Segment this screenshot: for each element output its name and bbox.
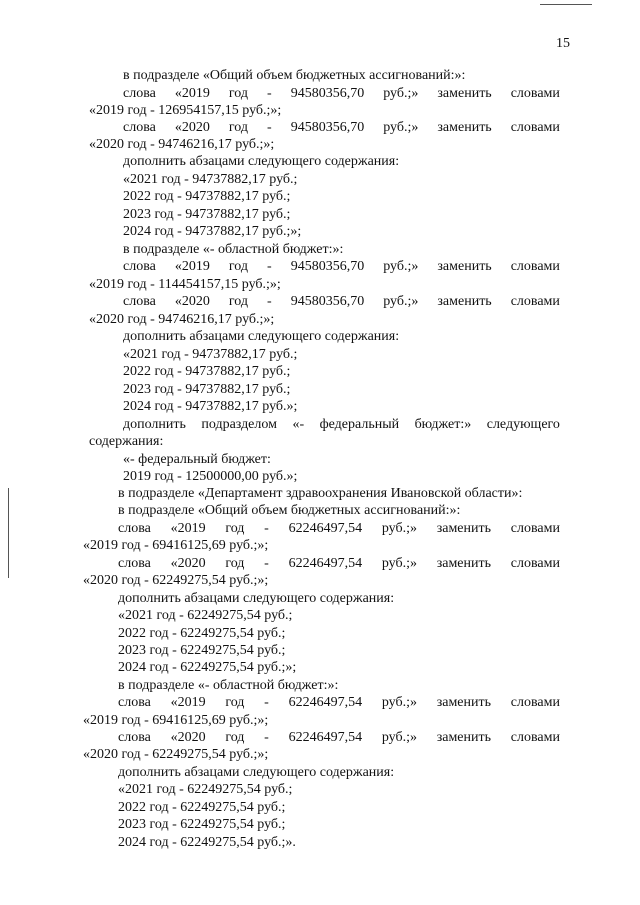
- line-word: -: [264, 730, 269, 745]
- line-word: руб.;»: [383, 86, 419, 101]
- line-word: следующего: [486, 417, 560, 432]
- text-line: в подразделе «- областной бюджет:»:: [118, 678, 339, 693]
- text-line: «2021 год - 62249275,54 руб.;: [118, 782, 293, 797]
- line-word: руб.;»: [383, 259, 419, 274]
- text-line: содержания:: [89, 434, 164, 449]
- line-word: год: [225, 695, 245, 710]
- text-line: [118, 555, 560, 572]
- line-word: руб.;»: [383, 120, 419, 135]
- line-word: -: [264, 695, 269, 710]
- line-word: словами: [510, 259, 560, 274]
- text-line: [123, 85, 560, 102]
- line-word: слова: [118, 695, 151, 710]
- line-word: год: [225, 521, 245, 536]
- line-word: -: [267, 294, 272, 309]
- line-word: руб.;»: [381, 556, 417, 571]
- text-line: 2023 год - 62249275,54 руб.;: [118, 643, 286, 658]
- text-line: 2023 год - 94737882,17 руб.;: [123, 382, 291, 397]
- text-line: «2019 год - 114454157,15 руб.;»;: [89, 277, 281, 292]
- text-line: «2019 год - 126954157,15 руб.;»;: [89, 103, 282, 118]
- line-word: -: [267, 86, 272, 101]
- text-line: 2022 год - 94737882,17 руб.;: [123, 189, 291, 204]
- line-word: «2020: [170, 730, 206, 745]
- line-word: -: [267, 259, 272, 274]
- line-word: слова: [118, 730, 151, 745]
- text-line: 2023 год - 94737882,17 руб.;: [123, 207, 291, 222]
- text-line: «2021 год - 62249275,54 руб.;: [118, 608, 293, 623]
- text-line: «2020 год - 94746216,17 руб.;»;: [89, 137, 275, 152]
- text-line: [118, 694, 560, 711]
- text-line: «2020 год - 62249275,54 руб.;»;: [83, 747, 269, 762]
- line-word: словами: [510, 294, 560, 309]
- line-word: 62246497,54: [288, 695, 363, 710]
- text-line: 2022 год - 62249275,54 руб.;: [118, 626, 286, 641]
- text-line: 2024 год - 62249275,54 руб.;».: [118, 835, 296, 850]
- text-line: 2024 год - 62249275,54 руб.;»;: [118, 660, 297, 675]
- text-line: 2024 год - 94737882,17 руб.»;: [123, 399, 298, 414]
- text-line: 2022 год - 94737882,17 руб.;: [123, 364, 291, 379]
- line-word: руб.;»: [381, 521, 417, 536]
- text-line: «- федеральный бюджет:: [123, 452, 271, 467]
- line-word: заменить: [436, 521, 492, 536]
- text-line: [118, 729, 560, 746]
- line-word: руб.;»: [383, 294, 419, 309]
- line-word: «2019: [170, 695, 206, 710]
- line-word: «2020: [174, 294, 210, 309]
- line-word: словами: [510, 521, 560, 536]
- line-word: подразделом: [201, 417, 277, 432]
- line-word: заменить: [437, 294, 492, 309]
- line-word: слова: [118, 556, 151, 571]
- line-word: -: [264, 521, 269, 536]
- line-word: слова: [123, 294, 156, 309]
- line-word: бюджет:»: [414, 417, 472, 432]
- text-line: 2019 год - 12500000,00 руб.»;: [123, 469, 298, 484]
- line-word: -: [264, 556, 269, 571]
- line-word: «2019: [174, 86, 210, 101]
- line-word: 94580356,70: [290, 294, 365, 309]
- line-word: «2020: [170, 556, 206, 571]
- line-word: -: [267, 120, 272, 135]
- text-line: «2020 год - 94746216,17 руб.;»;: [89, 312, 275, 327]
- line-word: год: [225, 556, 245, 571]
- line-word: 62246497,54: [288, 556, 363, 571]
- line-word: «-: [292, 417, 305, 432]
- line-word: «2020: [174, 120, 210, 135]
- line-word: слова: [123, 86, 156, 101]
- line-word: год: [228, 86, 248, 101]
- text-line: 2022 год - 62249275,54 руб.;: [118, 800, 286, 815]
- text-line: «2021 год - 94737882,17 руб.;: [123, 172, 298, 187]
- line-word: год: [225, 730, 245, 745]
- line-word: 94580356,70: [290, 86, 365, 101]
- line-word: год: [228, 294, 248, 309]
- text-line: в подразделе «Общий объем бюджетных ассигнований:»:: [118, 503, 461, 518]
- line-word: заменить: [436, 695, 492, 710]
- text-line: дополнить абзацами следующего содержания:: [123, 154, 400, 169]
- line-word: дополнить: [123, 417, 186, 432]
- scan-mark: [540, 4, 592, 5]
- text-line: «2020 год - 62249275,54 руб.;»;: [83, 573, 269, 588]
- text-line: [123, 258, 560, 275]
- text-line: в подразделе «Департамент здравоохранения Ивановской области»:: [118, 486, 523, 501]
- scan-mark: [8, 488, 9, 578]
- line-word: федеральный: [319, 417, 400, 432]
- text-line: «2021 год - 94737882,17 руб.;: [123, 347, 298, 362]
- line-word: год: [228, 259, 248, 274]
- line-word: заменить: [436, 730, 492, 745]
- text-line: дополнить абзацами следующего содержания:: [123, 329, 400, 344]
- line-word: заменить: [437, 86, 492, 101]
- line-word: 94580356,70: [290, 120, 365, 135]
- line-word: словами: [510, 730, 560, 745]
- text-line: дополнить абзацами следующего содержания:: [118, 765, 395, 780]
- line-word: заменить: [437, 120, 492, 135]
- text-line: в подразделе «Общий объем бюджетных ассигнований:»:: [123, 68, 466, 83]
- line-word: словами: [510, 695, 560, 710]
- text-line: [123, 416, 560, 433]
- line-word: слова: [118, 521, 151, 536]
- line-word: словами: [510, 556, 560, 571]
- line-word: 62246497,54: [288, 730, 363, 745]
- line-word: словами: [510, 86, 560, 101]
- line-word: руб.;»: [381, 695, 417, 710]
- text-line: «2019 год - 69416125,69 руб.;»;: [83, 538, 269, 553]
- text-line: [123, 119, 560, 136]
- line-word: «2019: [174, 259, 210, 274]
- line-word: заменить: [437, 259, 492, 274]
- text-line: [123, 293, 560, 310]
- text-line: в подразделе «- областной бюджет:»:: [123, 242, 344, 257]
- text-line: «2019 год - 69416125,69 руб.;»;: [83, 713, 269, 728]
- text-line: 2023 год - 62249275,54 руб.;: [118, 817, 286, 832]
- text-line: [118, 520, 560, 537]
- line-word: слова: [123, 259, 156, 274]
- line-word: «2019: [170, 521, 206, 536]
- page-number: 15: [556, 36, 570, 51]
- line-word: год: [228, 120, 248, 135]
- line-word: руб.;»: [381, 730, 417, 745]
- line-word: словами: [510, 120, 560, 135]
- text-line: 2024 год - 94737882,17 руб.;»;: [123, 224, 302, 239]
- text-line: дополнить абзацами следующего содержания:: [118, 591, 395, 606]
- line-word: заменить: [436, 556, 492, 571]
- line-word: 62246497,54: [288, 521, 363, 536]
- line-word: 94580356,70: [290, 259, 365, 274]
- line-word: слова: [123, 120, 156, 135]
